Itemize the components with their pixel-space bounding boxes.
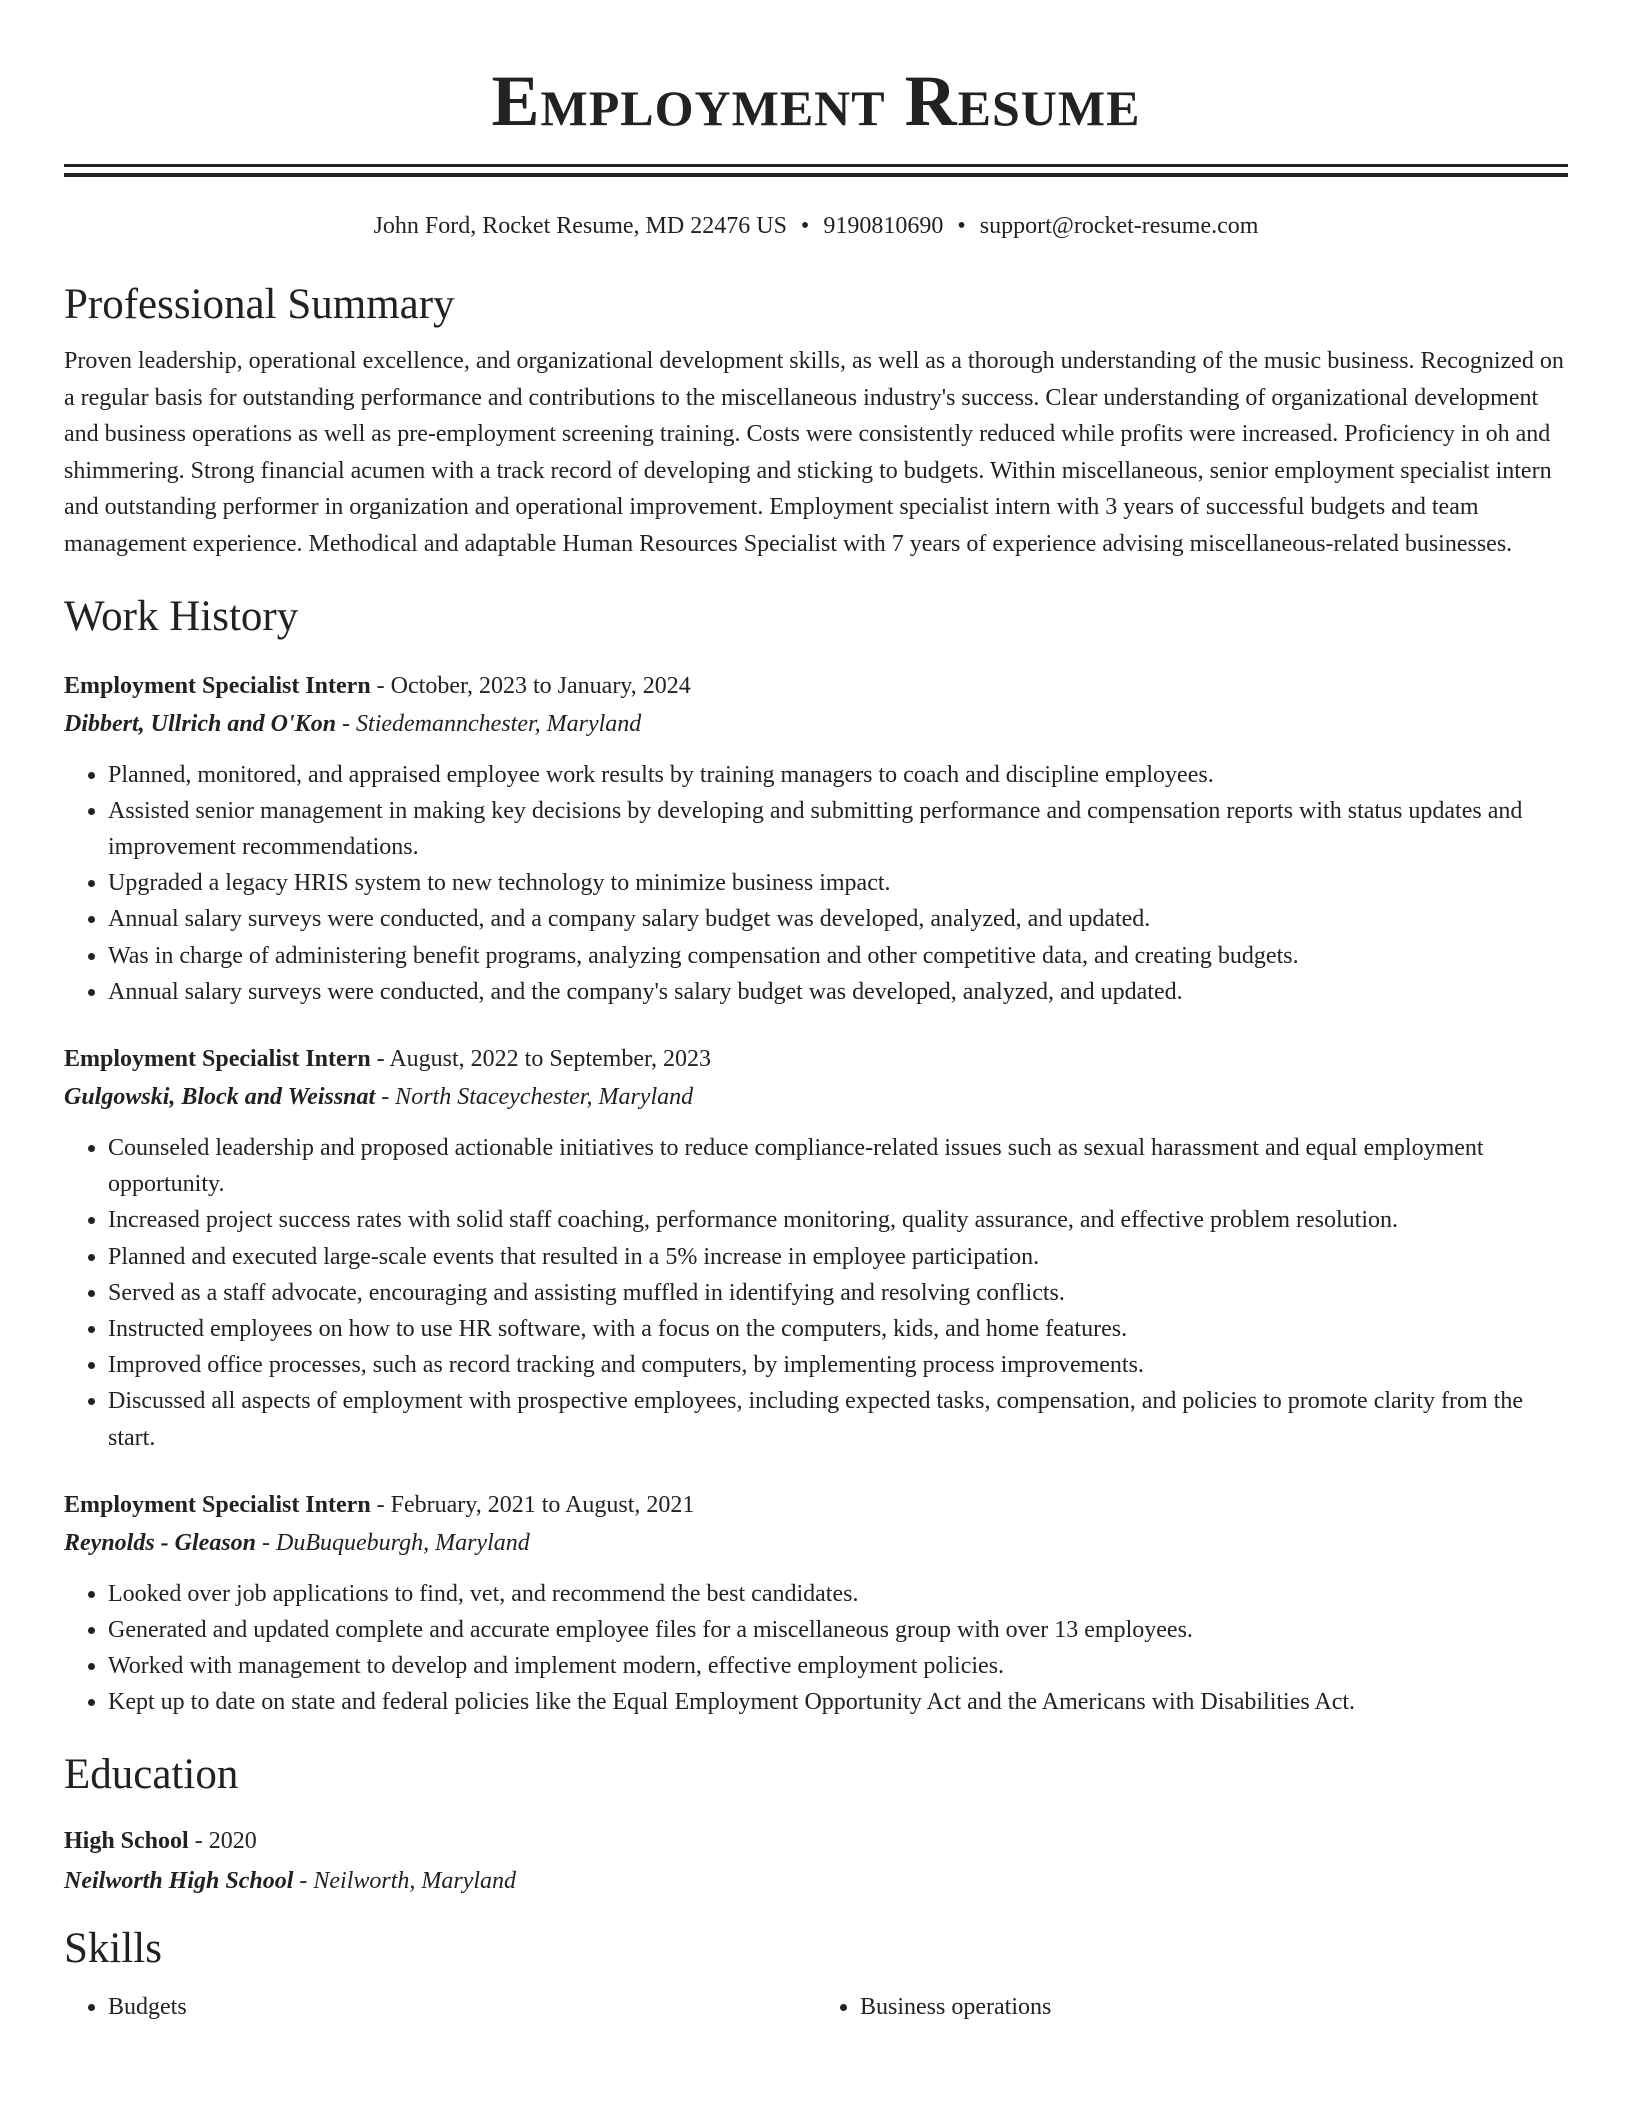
job-bullets <box>64 1130 1568 1456</box>
company-location: - North Staceychester, Maryland <box>375 1083 694 1110</box>
company-line <box>64 1078 1568 1116</box>
list-item: • Kept up to date on state and federal policies like the Equal Employment Opportunity Act and the Americans with Disabilities Act. <box>108 1684 1568 1720</box>
list-item: • Looked over job applications to find, vet, and recommend the best candidates. <box>108 1576 1568 1612</box>
list-item: • Improved office processes, such as record tracking and computers, by implementing process improvements. <box>108 1347 1568 1383</box>
job-title-line <box>64 1040 1568 1078</box>
summary-heading: Professional Summary <box>64 281 455 328</box>
company-name: Dibbert, Ullrich and O'Kon <box>64 710 337 737</box>
contact-line <box>64 211 1568 241</box>
list-item: • Planned and executed large-scale events that resulted in a 5% increase in employee participation. <box>108 1239 1568 1275</box>
contact-address: John Ford, Rocket Resume, MD 22476 US <box>373 213 787 239</box>
degree: High School <box>64 1827 189 1854</box>
company-line <box>64 705 1568 743</box>
skill-item: • Budgets <box>108 1989 816 2025</box>
list-item: • Instructed employees on how to use HR software, with a focus on the computers, kids, and home features. <box>108 1311 1568 1347</box>
job-title: Employment Specialist Intern <box>64 672 371 699</box>
job-title-line <box>64 1486 1568 1524</box>
list-item: • Discussed all aspects of employment with prospective employees, including expected tasks, compensation, and policies to promote clarity from the start. <box>108 1383 1568 1455</box>
header-divider-top <box>64 164 1568 167</box>
job-dates: - February, 2021 to August, 2021 <box>370 1491 695 1518</box>
school-line <box>64 1861 1568 1901</box>
job-title: Employment Specialist Intern <box>64 1045 371 1072</box>
job-entry <box>64 1486 1568 1721</box>
skills-heading: Skills <box>64 1924 162 1972</box>
skills-column-right <box>816 1989 1568 2025</box>
job-entry <box>64 1040 1568 1456</box>
contact-email: support@rocket-resume.com <box>979 213 1259 239</box>
contact-separator: • <box>957 213 966 239</box>
list-item: • Annual salary surveys were conducted, and a company salary budget was developed, analyzed, and updated. <box>108 901 1568 937</box>
job-dates: - October, 2023 to January, 2024 <box>370 672 691 699</box>
degree-line <box>64 1821 1568 1861</box>
job-title-line <box>64 667 1568 705</box>
graduation-year: - 2020 <box>188 1827 257 1854</box>
header-divider-bottom <box>64 173 1568 177</box>
skills-column-left <box>64 1989 816 2025</box>
job-title: Employment Specialist Intern <box>64 1491 371 1518</box>
work-history-heading: Work History <box>64 592 299 640</box>
list-item: • Served as a staff advocate, encouraging and assisting muffled in identifying and resolving conflicts. <box>108 1275 1568 1311</box>
list-item: • Worked with management to develop and implement modern, effective employment policies. <box>108 1648 1568 1684</box>
job-entry <box>64 667 1568 1010</box>
list-item: • Annual salary surveys were conducted, and the company's salary budget was developed, analyzed, and updated. <box>108 974 1568 1010</box>
school-location: - Neilworth, Maryland <box>293 1867 517 1894</box>
list-item: • Assisted senior management in making key decisions by developing and submitting performance and compensation reports with status updates and improvement recommendations. <box>108 793 1568 865</box>
list-item: • Counseled leadership and proposed actionable initiatives to reduce compliance-related issues such as sexual harassment and equal employment opportunity. <box>108 1130 1568 1202</box>
education-entry <box>64 1821 1568 1901</box>
company-location: - DuBuqueburgh, Maryland <box>256 1529 530 1556</box>
skill-item: • Business operations <box>860 1989 1568 2025</box>
job-bullets <box>64 1576 1568 1721</box>
company-name: Gulgowski, Block and Weissnat <box>64 1083 376 1110</box>
list-item: • Was in charge of administering benefit programs, analyzing compensation and other competitive data, and creating budgets. <box>108 938 1568 974</box>
school-name: Neilworth High School <box>64 1867 294 1894</box>
company-name: Reynolds - Gleason <box>64 1529 256 1556</box>
education-heading: Education <box>64 1750 239 1798</box>
list-item: • Upgraded a legacy HRIS system to new technology to minimize business impact. <box>108 865 1568 901</box>
contact-separator: • <box>800 213 810 239</box>
company-line <box>64 1524 1568 1562</box>
list-item: • Increased project success rates with solid staff coaching, performance monitoring, quality assurance, and effective problem resolution. <box>108 1202 1568 1238</box>
contact-phone: 9190810690 <box>823 213 944 239</box>
summary-text: Proven leadership, operational excellence, and organizational development skills, as well as a thorough understanding of the music business. Recognized on a regular basis for outstanding performance and contributions to the miscellaneous industry's success. Clear understanding of organizational development and business operations as well as pre-employment screening training. Costs were consistently reduced while profits were increased. Proficiency in oh and shimmering. Strong financial acumen with a track record of developing and sticking to budgets. Within miscellaneous, senior employment specialist intern and outstanding performer in organization and operational improvement. Employment specialist intern with 3 years of successful budgets and team management experience. Methodical and adaptable Human Resources Specialist with 7 years of experience advising miscellaneous-related businesses. <box>64 348 1564 557</box>
job-bullets <box>64 757 1568 1010</box>
list-item: • Planned, monitored, and appraised employee work results by training managers to coach and discipline employees. <box>108 757 1568 793</box>
company-location: - Stiedemannchester, Maryland <box>336 710 642 737</box>
list-item: • Generated and updated complete and accurate employee files for a miscellaneous group with over 13 employees. <box>108 1612 1568 1648</box>
skills-list <box>64 1989 1568 2025</box>
job-dates: - August, 2022 to September, 2023 <box>370 1045 712 1072</box>
resume-title: Employment Resume <box>491 61 1141 141</box>
